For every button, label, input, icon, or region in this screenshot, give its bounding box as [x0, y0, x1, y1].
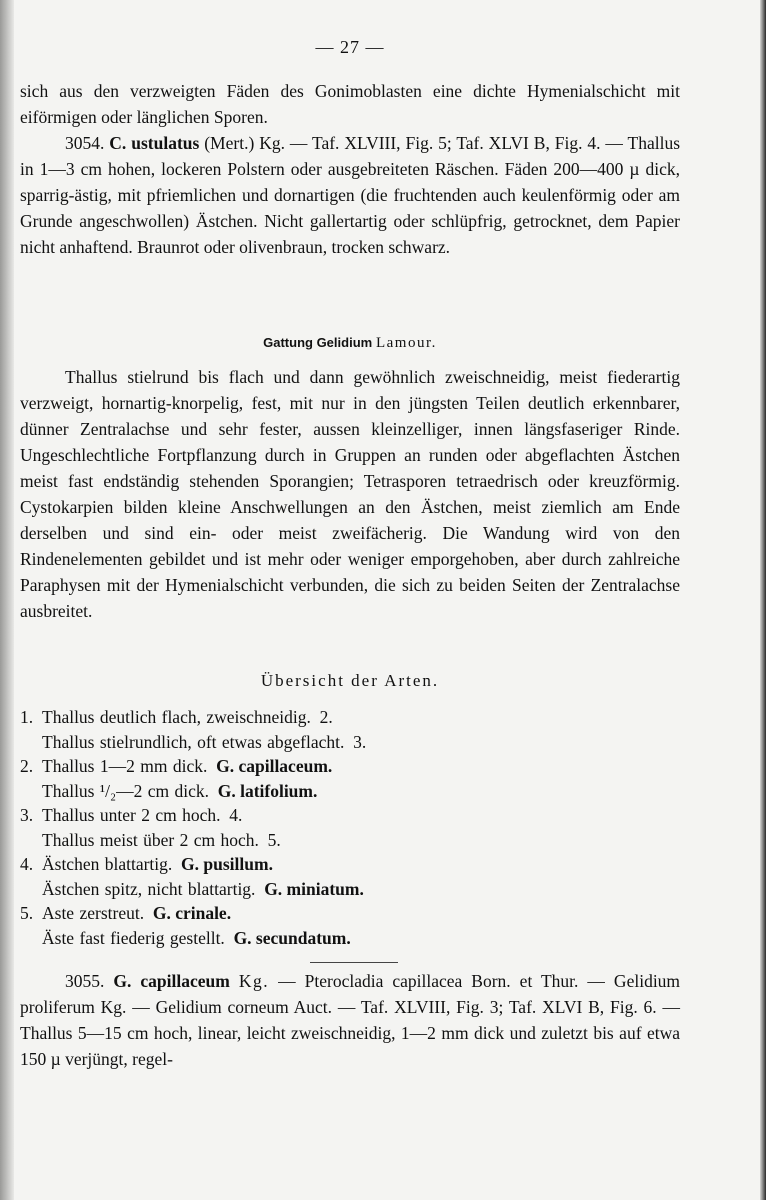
key-row-number: 4.: [20, 854, 34, 874]
genus-heading-label: Gattung Gelidium: [263, 335, 373, 350]
species-3054-author: (Mert.) Kg.: [204, 133, 285, 153]
page-edge-right: [760, 0, 766, 1200]
key-row-text: Thallus 1—2 mm dick.: [42, 756, 208, 776]
genus-description: [20, 364, 680, 624]
key-row-text: Thallus meist über 2 cm hoch.: [42, 829, 259, 850]
key-row-reference: 5.: [267, 829, 281, 850]
species-key: [20, 704, 680, 949]
section-rule: [310, 962, 398, 963]
key-row-reference: 2.: [319, 707, 333, 727]
species-3054-paragraph: [20, 130, 680, 260]
genus-heading: [20, 330, 680, 356]
key-row-text: Aste zerstreut.: [42, 903, 145, 923]
key-row-text: Thallus ¹/₂—2 cm dick.: [42, 780, 209, 801]
species-3055-author: Kg.: [238, 971, 270, 991]
key-row: [20, 704, 680, 729]
species-entry-3055: [20, 968, 680, 1072]
species-3054-number: 3054.: [65, 133, 105, 153]
key-row-text: Thallus stielrundlich, oft etwas abgeflacht.: [42, 731, 345, 752]
continued-paragraph-text: sich aus den verzweigten Fäden des Gonimoblasten eine dichte Hymenialschicht mit eiförmigen oder länglichen Sporen.: [20, 81, 680, 127]
continued-paragraph: [20, 78, 680, 130]
page-number: — 27 —: [315, 37, 385, 57]
species-3055-paragraph: [20, 968, 680, 1072]
key-row: [20, 778, 680, 803]
genus-description-text: Thallus stielrund bis flach und dann gewöhnlich zweischneidig, meist fiederartig verzweigt, hornartig-knorpelig, fest, mit nur in den jüngsten Teilen deutlich erkennbarer, dünner Zentralachse und sehr fester, aussen kleinzelliger, innen längsfaseriger Rinde. Ungeschlechtliche Fortpflanzung durch in Gruppen an runden oder abgeflachten Ästchen meist fast endständig stehenden Sporangien; Tetrasporen tetraedrisch oder kreuzförmig. Cystokarpien bilden kleine Anschwellungen an den Ästchen, meist ziemlich am Ende derselben und sind ein- oder meist zweifächerig. Die Wandung wird von den Rindenelementen gebildet und ist mehr oder weniger emporgehoben, aber durch zahlreiche Paraphysen mit der Hymenialschicht verbunden, die sich zu beiden Seiten der Zentralachse ausbreitet.: [20, 367, 680, 621]
key-row-species-name: G. miniatum.: [264, 878, 364, 899]
key-row: [20, 753, 680, 778]
genus-heading-author: Lamour.: [375, 335, 437, 351]
key-row: [20, 827, 680, 852]
key-row-species-name: G. crinale.: [152, 903, 232, 923]
species-3055-text: — Pterocladia capillacea Born. et Thur. — Gelidium proliferum Kg. — Gelidium corneum Auct. — Taf. XLVIII, Fig. 3; Taf. XLVI B, Fig. 6. — Thallus 5—15 cm hoch, linear, leicht zweischneidig, 1—2 mm dick und zuletzt bis auf etwa 150 µ verjüngt, regel-: [20, 971, 681, 1069]
key-row-species-name: G. secundatum.: [233, 927, 351, 948]
key-row-text: Ästchen blattartig.: [42, 854, 173, 874]
species-3055-name: G. capillaceum: [113, 971, 230, 991]
key-row-number: 2.: [20, 756, 34, 776]
key-row-species-name: G. pusillum.: [181, 854, 273, 874]
key-row: [20, 900, 680, 925]
key-row-reference: 4.: [229, 805, 243, 825]
key-row-text: Thallus unter 2 cm hoch.: [42, 805, 221, 825]
species-entry-3054: [20, 130, 680, 260]
key-row-text: Äste fast fiederig gestellt.: [42, 927, 225, 948]
page-edge-left: [0, 0, 14, 1200]
key-row: [20, 802, 680, 827]
key-title: Übersicht der Arten.: [260, 671, 440, 690]
key-row-species-name: G. latifolium.: [217, 780, 318, 801]
species-3055-number: 3055.: [65, 971, 105, 991]
key-row-number: 5.: [20, 903, 34, 923]
species-3054-name: C. ustulatus: [109, 133, 200, 153]
key-row-species-name: G. capillaceum.: [216, 756, 333, 776]
key-row: [20, 876, 680, 901]
key-row: [20, 729, 680, 754]
key-row-text: Thallus deutlich flach, zweischneidig.: [42, 707, 311, 727]
key-row-text: Ästchen spitz, nicht blattartig.: [42, 878, 256, 899]
key-row: [20, 851, 680, 876]
key-row-reference: 3.: [353, 731, 367, 752]
species-3054-text: — Taf. XLVIII, Fig. 5; Taf. XLVI B, Fig. 4. — Thallus in 1—3 cm hohen, lockeren Polstern oder ausgebreiteten Räschen. Fäden 200—400 µ dick, sparrig-ästig, mit pfriemlichen und dornartigen (die fruchtenden auch keulenförmig oder am Grunde angeschwollen) Ästchen. Nicht gallertartig oder schlüpfrig, getrocknet, dem Papier nicht anhaftend. Braunrot oder olivenbraun, trocken schwarz.: [20, 133, 681, 257]
book-page: [20, 0, 680, 1200]
key-row: [20, 925, 680, 950]
key-row-number: 1.: [20, 707, 34, 727]
key-row-number: 3.: [20, 805, 34, 825]
